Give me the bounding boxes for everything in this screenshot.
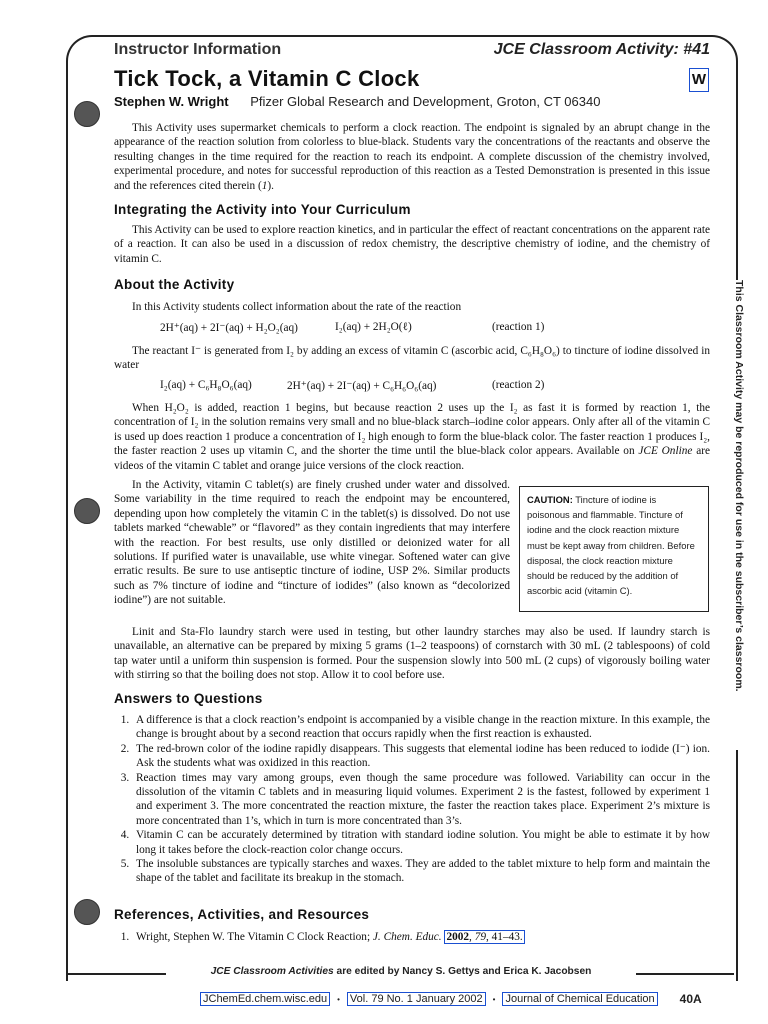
answers-heading: Answers to Questions <box>114 691 263 706</box>
section-label: Instructor Information <box>114 41 282 58</box>
answer-item: 5. The insoluble substances are typically starches and waxes. They are added to the tablet mixture to help form and maintain the shape of the tablet and facilitate its breakup in the stomach. <box>132 857 710 886</box>
about-lead: In this Activity students collect information about the rate of the reaction <box>132 301 462 313</box>
reference-link[interactable]: 2002, 79, 41–43. <box>446 931 523 943</box>
site-link[interactable]: JChemEd.chem.wisc.edu <box>200 992 330 1006</box>
intro-paragraph: This Activity uses supermarket chemicals to perform a clock reaction. The endpoint is signaled by an abrupt change in the appearance of the reaction solution from colorless to blue-black. Students vary the concentrations of the reactants and observe the resulting changes in the time required for the reaction to reach its endpoint. A complete discussion of the chemistry involved, experimental procedure, and notes for successful reproduction of this reaction as a Tested Demonstration is presented in this issue and the references cited therein (1). <box>114 122 710 192</box>
reference-item: 1. Wright, Stephen W. The Vitamin C Clock Reaction; J. Chem. Educ. 2002, 79, 41–43. <box>132 930 710 944</box>
about-paragraph-4: In the Activity, vitamin C tablet(s) are finely crushed under water and dissolved. Some variability in the time required to reach the endpoint may be encountered, depending upon how completely the vitamin C in the tablet(s) is dissolved. Do not use tablets marked “chewable” or “flavored” as they contain ingredients that may interfere with the reaction. For best results, use only distilled or deionized water for all solutions. If purified water is unavailable, use white vinegar. Softened water can give erratic results. Be sure to use antiseptic tincture of iodine, USP 2%. Similar products such as 7% tincture of iodine and “tincture of iodides” (also known as “decolorized iodine”) are not suitable. <box>114 479 510 607</box>
footer-separator: • <box>337 994 340 1004</box>
frame-bottom-right <box>636 973 734 975</box>
page-footer <box>200 992 735 1006</box>
punch-hole-top <box>74 101 100 127</box>
punch-hole-bottom <box>74 899 100 925</box>
answer-item: 2. The red-brown color of the iodine rapidly disappears. This suggests that elemental iodine has been reduced to iodide (I⁻) ion. Ask the students what was oxidized in this reaction. <box>132 742 710 771</box>
answer-item: 4. Vitamin C can be accurately determined by titration with standard iodine solution. You might be able to estimate it by how long it takes before the clock-reaction color change occurs. <box>132 828 710 857</box>
author-row <box>114 94 600 109</box>
about-paragraph-2: The reactant I⁻ is generated from I₂ by adding an excess of vitamin C (ascorbic acid, C₆H₈O₆) to tincture of iodine dissolved in water <box>114 345 710 372</box>
footer-separator: • <box>492 994 496 1004</box>
references-list <box>114 930 710 944</box>
about-heading: About the Activity <box>114 277 235 292</box>
author-affiliation: Pfizer Global Research and Development, Groton, CT 06340 <box>250 94 601 109</box>
answer-item: 3. Reaction times may vary among groups, even though the same procedure was followed. Variability can occur in the dissolution of the vitamin C tablets and in measuring liquid volumes. Experiment 2 is the fastest, followed by experiment 1 and experiment 3. The more concentrated the reaction mixture, the faster the reaction takes place. Experiment 2’s mixture is more concentrated than 1’s, which in turn is more concentrated than 3’s. <box>132 771 710 829</box>
answer-item: 1. A difference is that a clock reaction’s endpoint is accompanied by a visible change in the reaction mixture. In this example, the change is brought about by a second reaction that occurs rapidly when the first reaction is exhausted. <box>132 713 710 742</box>
caution-box: CAUTION: Tincture of iodine is poisonous and flammable. Tincture of iodine and the clock reaction mixture must be kept away from children. Before disposal, the clock reaction mixture should be reduced by the addition of ascorbic acid (vitamin C). <box>519 486 709 612</box>
page-title: Tick Tock, a Vitamin C Clock <box>114 66 420 91</box>
editors-credit: JCE Classroom Activities are edited by Nancy S. Gettys and Erica K. Jacobsen <box>170 966 632 977</box>
web-icon[interactable]: W <box>689 68 709 92</box>
activity-number: JCE Classroom Activity: #41 <box>493 41 710 58</box>
about-paragraph-5: Linit and Sta-Flo laundry starch were used in testing, but other laundry starches may also be used. If laundry starch is unavailable, an alternative can be prepared by mixing 5 grams (1–2 teaspoons) of cornstarch with 30 mL (2 tablespoons) of cold tap water until a uniform thin suspension is formed. Pour the suspension slowly into 500 mL (2 cups) of vigorously boiling water with stirring so that the boiling does not stop. Allow it to cool before use. <box>114 626 710 682</box>
answers-list <box>114 713 710 886</box>
journal-link[interactable]: Journal of Chemical Education <box>502 992 657 1006</box>
about-paragraph-3: When H₂O₂ is added, reaction 1 begins, but because reaction 2 uses up the I₂ as fast it is formed by reaction 1, the concentration of I₂ in the solution remains very small and no blue-black starch–iodine color appears. Only after all of the vitamin C is used up does reaction 1 produce a concentration of I₂ high enough to form the blue-black color. The faster reaction 1 produces I₂, the faster reaction 2 uses up vitamin C, and the shorter the time until the blue-black color appears. Available on JCE Online are videos of the vitamin C tablet and orange juice versions of the clock reaction. <box>114 402 710 472</box>
curriculum-heading: Integrating the Activity into Your Curriculum <box>114 202 411 217</box>
author-name: Stephen W. Wright <box>114 94 229 109</box>
curriculum-paragraph: This Activity can be used to explore reaction kinetics, and in particular the effect of reactant concentrations on the apparent rate of a reaction. It can also be used in a discussion of redox chemistry, the descriptive chemistry of iodine, and the chemistry of vitamin C. <box>114 224 710 265</box>
references-heading: References, Activities, and Resources <box>114 907 370 922</box>
frame-bottom-left <box>66 973 166 975</box>
header-row <box>114 41 710 59</box>
issue-link[interactable]: Vol. 79 No. 1 January 2002 <box>347 992 486 1006</box>
jce-online-link[interactable]: JCE Online <box>638 445 693 458</box>
caution-label: CAUTION: <box>527 494 573 505</box>
punch-hole-middle <box>74 498 100 524</box>
reproduction-notice: This Classroom Activity may be reproduced for use in the subscriber’s classroom. <box>729 280 749 750</box>
page-number: 40A <box>679 992 702 1006</box>
